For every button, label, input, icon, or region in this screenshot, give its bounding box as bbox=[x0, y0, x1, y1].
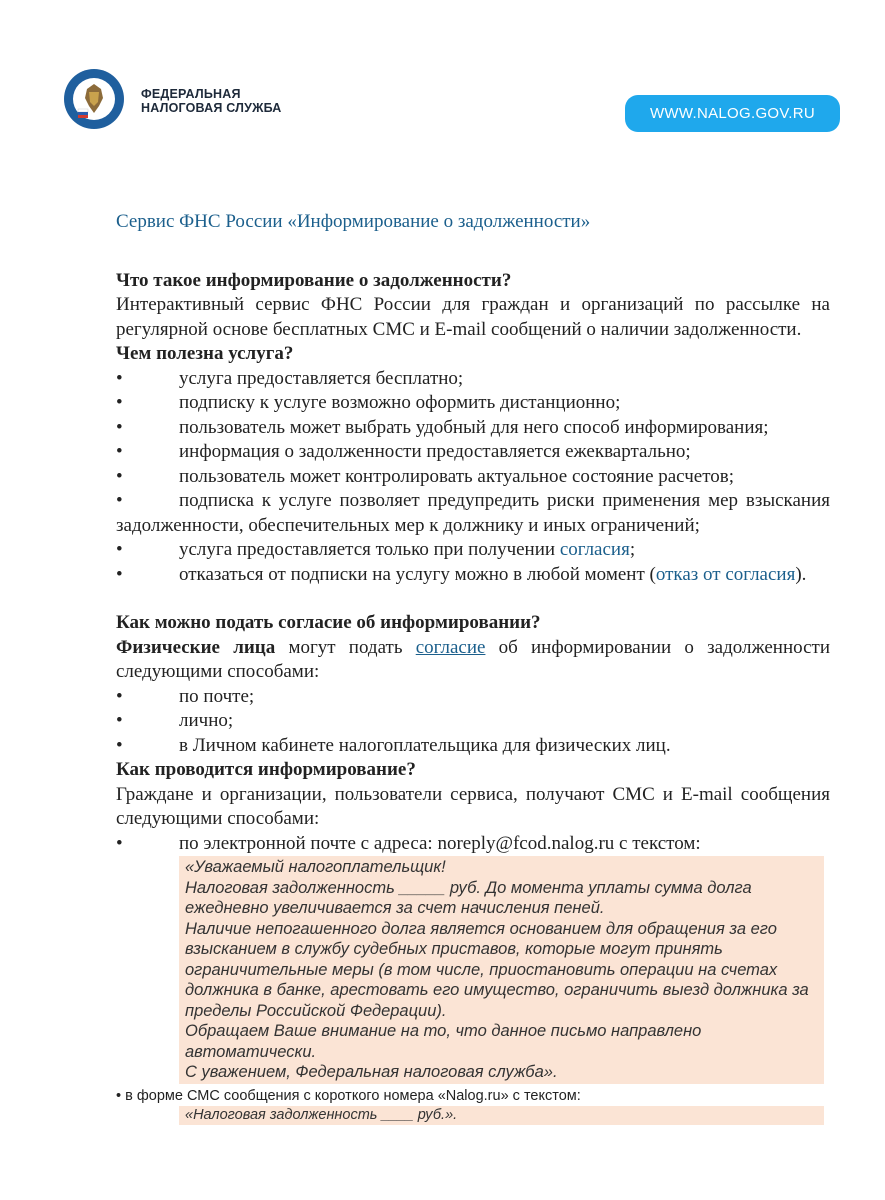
list-item: • пользователь может выбрать удобный для него способ информирования; bbox=[116, 416, 830, 441]
section-heading-benefits: Чем полезна услуга? bbox=[116, 343, 294, 364]
bullet-icon: • bbox=[116, 367, 123, 389]
consent-withdrawal-link[interactable]: отказ от согласия bbox=[655, 563, 796, 585]
list-item: • в Личном кабинете налогоплательщика для физических лиц. bbox=[116, 734, 830, 759]
section-heading-how: Как проводится информирование? bbox=[116, 759, 416, 780]
bullet-icon: • bbox=[116, 539, 123, 560]
list-item: • услуга предоставляется бесплатно; bbox=[116, 367, 830, 392]
org-name-line1: ФЕДЕРАЛЬНАЯ bbox=[141, 87, 241, 101]
section-heading-what: Что такое информирование о задолженности? bbox=[116, 269, 512, 291]
list-item: • подписку к услуге возможно оформить дистанционно; bbox=[116, 391, 830, 416]
list-item: • лично; bbox=[116, 709, 830, 734]
bullet-icon: • bbox=[116, 490, 123, 511]
email-message-text: «Уважаемый налогоплательщик! Налоговая задолженность _____ руб. До момента уплаты сумма долга ежедневно увеличивается за счет начисления пеней. Наличие непогашенного долга является основанием для обращения за его взысканием в службу судебных приставов, которые могут принять ограничительные меры (в том числе, приостановить операции на счетах должника в банке, арестовать его имущество, ограничить выезд должника за пределы Российской Федерации). Обращаем Ваше внимание на то, что данное письмо направлено автоматически. С уважением, Федеральная налоговая служба». bbox=[179, 856, 824, 1084]
org-name-line2: НАЛОГОВАЯ СЛУЖБА bbox=[141, 101, 282, 115]
bullet-icon: • bbox=[116, 734, 123, 756]
section-heading-consent: Как можно подать согласие об информировании? bbox=[116, 612, 541, 633]
sms-message-text: «Налоговая задолженность ____ руб.». bbox=[179, 1106, 824, 1125]
list-item-email: • по электронной почте с адреса: noreply@fcod.nalog.ru с текстом: bbox=[116, 832, 830, 857]
bullet-icon: • bbox=[116, 563, 123, 585]
bullet-icon: • bbox=[116, 1087, 122, 1104]
bullet-icon: • bbox=[116, 441, 123, 462]
fns-emblem-logo bbox=[63, 68, 125, 130]
document-title: Сервис ФНС России «Информирование о задолженности» bbox=[116, 211, 591, 232]
organization-name bbox=[141, 87, 282, 115]
bullet-icon: • bbox=[116, 465, 123, 487]
section-text-how: Граждане и организации, пользователи сервиса, получают СМС и E-mail сообщения следующими способами: bbox=[116, 783, 830, 829]
bullet-icon: • bbox=[116, 685, 123, 707]
list-item: • информация о задолженности предоставляется ежеквартально; bbox=[116, 440, 830, 465]
list-item: • пользователь может контролировать актуальное состояние расчетов; bbox=[116, 465, 830, 490]
section-text-what: Интерактивный сервис ФНС России для граждан и организаций по рассылке на регулярной основе бесплатных СМС и E-mail сообщений о наличии задолженности. bbox=[116, 294, 830, 340]
list-item: • по почте; bbox=[116, 685, 830, 710]
list-item: • услуга предоставляется только при получении согласия; bbox=[116, 538, 830, 563]
list-item: • отказаться от подписки на услугу можно в любой момент (отказ от согласия). bbox=[116, 563, 830, 588]
bullet-icon: • bbox=[116, 392, 123, 413]
section-text-consent: Физические лица могут подать согласие об информировании о задолженности следующими способами: bbox=[116, 636, 831, 682]
list-item: • подписка к услуге позволяет предупредить риски применения мер взыскания задолженности, обеспечительных мер к должнику и иных ограничений; bbox=[116, 490, 830, 536]
consent-link[interactable]: согласия bbox=[559, 539, 630, 560]
bullet-icon: • bbox=[116, 416, 123, 438]
bullet-icon: • bbox=[116, 832, 123, 854]
document-body bbox=[116, 210, 830, 1125]
website-link-button[interactable]: WWW.NALOG.GOV.RU bbox=[625, 95, 840, 132]
list-item-sms: • в форме СМС сообщения с короткого номера «Nalog.ru» с текстом: bbox=[116, 1087, 581, 1104]
bullet-icon: • bbox=[116, 710, 123, 731]
consent-form-link[interactable]: согласие bbox=[415, 636, 486, 658]
